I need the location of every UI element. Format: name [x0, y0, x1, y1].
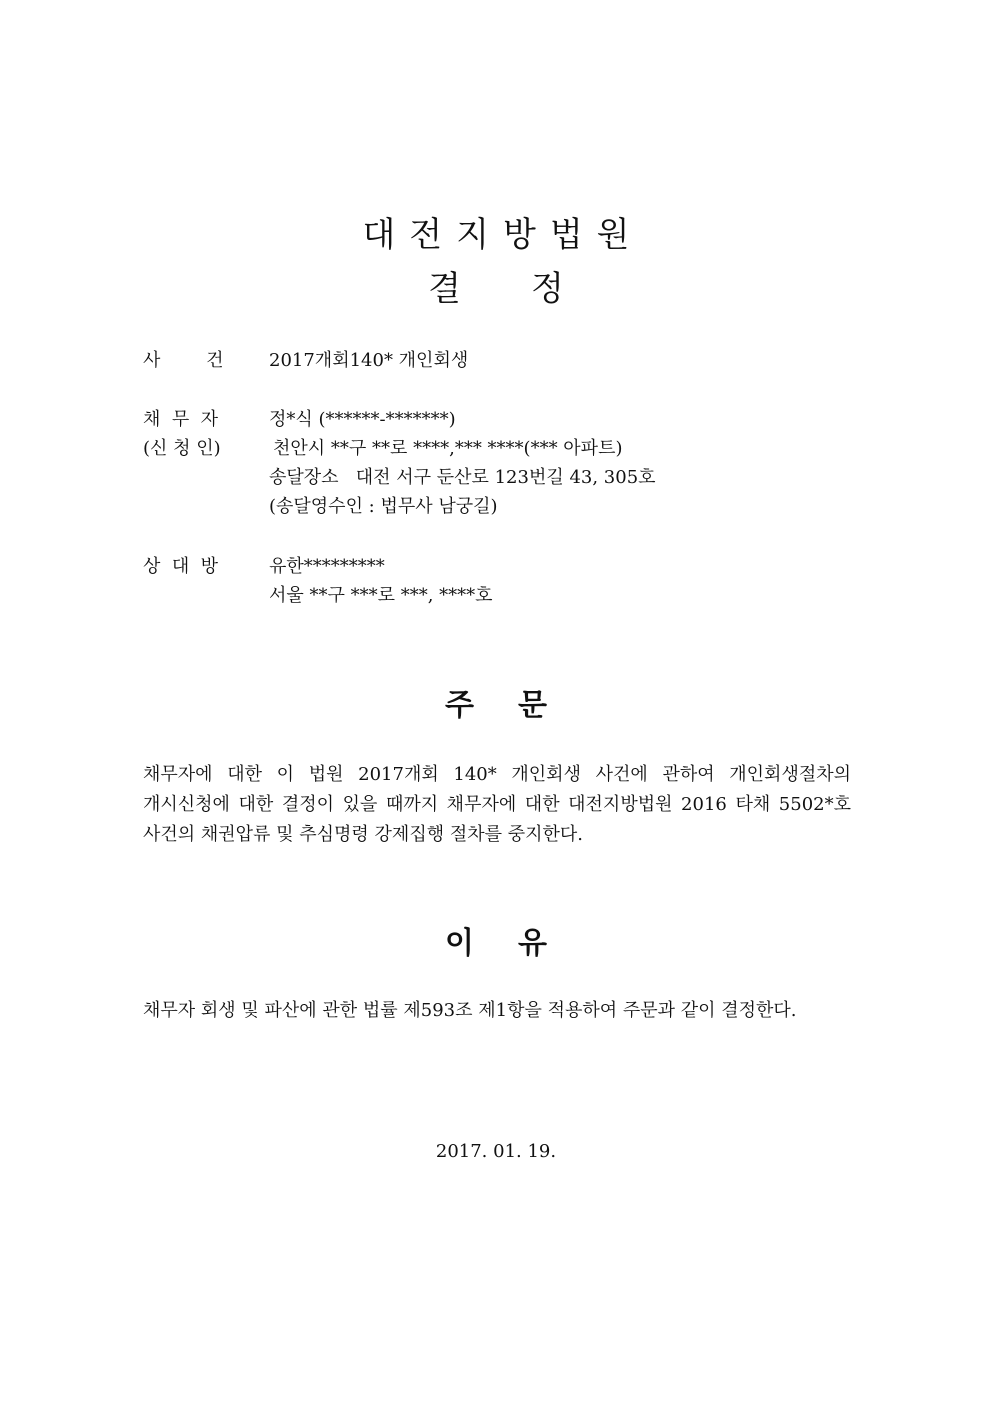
- debtor-delivery-place: 송달장소 대전 서구 둔산로 123번길 43, 305호: [269, 467, 656, 488]
- counterparty-address: 서울 **구 ***로 ***, ****호: [269, 585, 493, 606]
- order-text: 채무자에 대한 이 법원 2017개회 140* 개인회생 사건에 관하여 개인회생절차의 개시신청에 대한 결정이 있을 때까지 채무자에 대한 대전지방법원 2016 타채 5502*호 사건의 채권압류 및 추심명령 강제집행 절차를 중지한다.: [143, 764, 851, 845]
- order-heading: 주문: [445, 688, 591, 723]
- document-type-title: 결정: [428, 269, 634, 309]
- debtor-name: 정*식 (******-*******): [269, 409, 456, 430]
- case-value: 2017개회140* 개인회생: [269, 350, 469, 371]
- decision-date: 2017. 01. 19.: [435, 1141, 557, 1162]
- debtor-label: 채 무 자: [143, 409, 219, 430]
- reason-heading: 이유: [445, 926, 591, 961]
- case-label: 사 건: [143, 350, 224, 371]
- court-name: 대전지방법원: [362, 215, 644, 255]
- counterparty-name: 유한*********: [269, 556, 385, 577]
- debtor-address: 천안시 **구 **로 ****,*** ****(*** 아파트): [273, 438, 623, 459]
- applicant-label: (신 청 인): [143, 438, 221, 459]
- reason-text: 채무자 회생 및 파산에 관한 법률 제593조 제1항을 적용하여 주문과 같이 결정한다.: [143, 1000, 797, 1021]
- debtor-delivery-receiver: (송달영수인 : 법무사 남궁길): [269, 496, 498, 517]
- counterparty-label: 상 대 방: [143, 556, 219, 577]
